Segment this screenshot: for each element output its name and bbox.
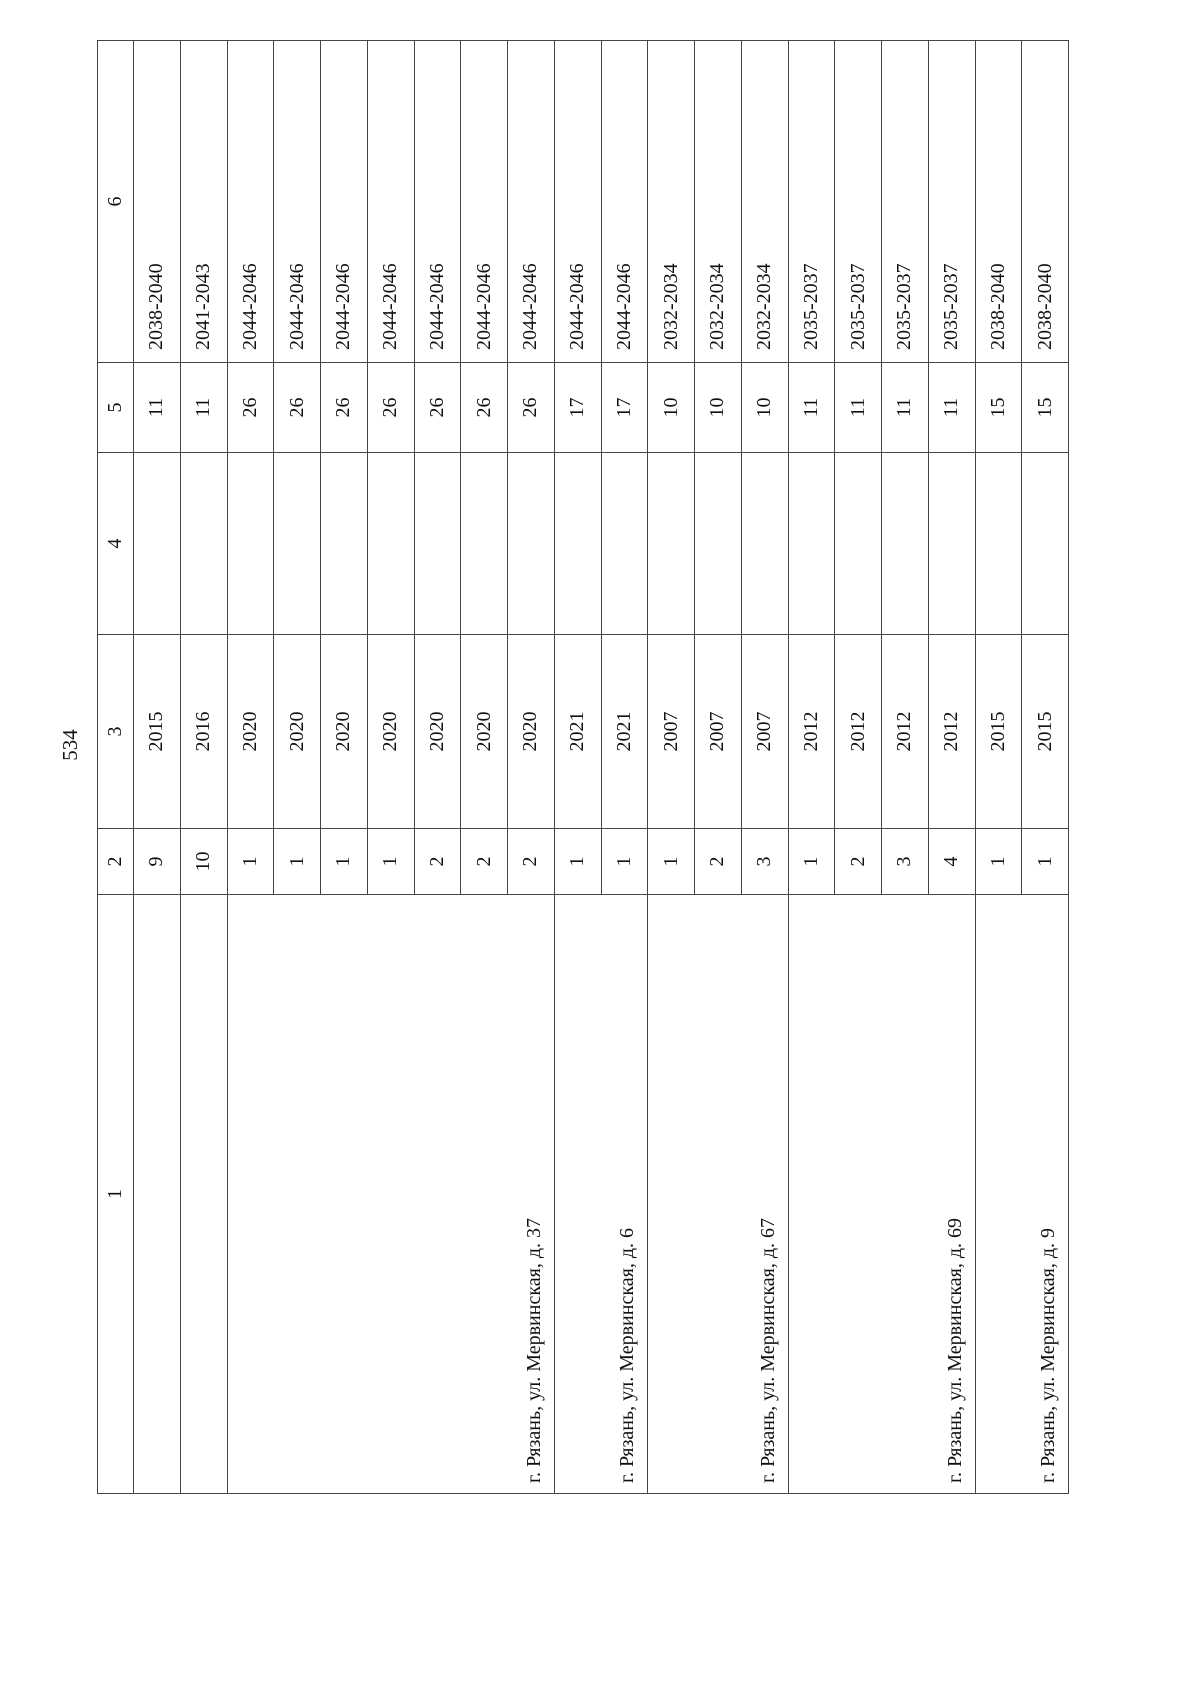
year-cell: 2020 (461, 635, 508, 829)
section-number-cell: 1 (788, 829, 835, 895)
repair-period-cell: 2038-2040 (134, 41, 181, 363)
document-table-frame (97, 41, 1068, 1494)
repair-period-cell: 2044-2046 (321, 41, 368, 363)
section-number-cell: 1 (274, 829, 321, 895)
header-cell-4: 4 (98, 453, 134, 635)
repair-period-cell: 2044-2046 (227, 41, 274, 363)
year-cell: 2007 (695, 635, 742, 829)
column-4-cell (414, 453, 461, 635)
repair-period-cell: 2044-2046 (508, 41, 555, 363)
repair-period-cell: 2035-2037 (835, 41, 882, 363)
column-4-cell (134, 453, 181, 635)
section-number-cell: 2 (508, 829, 555, 895)
repair-period-cell: 2032-2034 (695, 41, 742, 363)
header-cell-3: 3 (98, 635, 134, 829)
column-4-cell (321, 453, 368, 635)
repair-period-cell: 2044-2046 (367, 41, 414, 363)
column-4-cell (508, 453, 555, 635)
header-cell-2: 2 (98, 829, 134, 895)
column-4-cell (882, 453, 929, 635)
column-5-cell: 17 (601, 363, 648, 453)
repair-period-cell: 2035-2037 (882, 41, 929, 363)
column-5-cell: 26 (274, 363, 321, 453)
column-4-cell (788, 453, 835, 635)
header-row (98, 41, 134, 1494)
registry-table (97, 40, 1069, 1494)
repair-period-cell: 2035-2037 (788, 41, 835, 363)
repair-period-cell: 2041-2043 (180, 41, 227, 363)
column-5-cell: 10 (648, 363, 695, 453)
column-4-cell (180, 453, 227, 635)
section-number-cell: 1 (648, 829, 695, 895)
section-number-cell: 2 (695, 829, 742, 895)
table-row (975, 41, 1022, 1494)
column-5-cell: 15 (975, 363, 1022, 453)
address-cell: г. Рязань, ул. Мервинская, д. 69 (788, 895, 975, 1494)
column-4-cell (975, 453, 1022, 635)
year-cell: 2020 (321, 635, 368, 829)
year-cell: 2012 (928, 635, 975, 829)
column-5-cell: 26 (508, 363, 555, 453)
column-5-cell: 10 (695, 363, 742, 453)
repair-period-cell: 2035-2037 (928, 41, 975, 363)
table-row (554, 41, 601, 1494)
column-4-cell (601, 453, 648, 635)
repair-period-cell: 2032-2034 (741, 41, 788, 363)
table-body (98, 41, 1069, 1494)
column-4-cell (695, 453, 742, 635)
year-cell: 2015 (975, 635, 1022, 829)
repair-period-cell: 2044-2046 (274, 41, 321, 363)
section-number-cell: 9 (134, 829, 181, 895)
year-cell: 2020 (367, 635, 414, 829)
year-cell: 2007 (648, 635, 695, 829)
year-cell: 2020 (274, 635, 321, 829)
column-5-cell: 11 (835, 363, 882, 453)
column-5-cell: 26 (367, 363, 414, 453)
section-number-cell: 1 (554, 829, 601, 895)
column-4-cell (835, 453, 882, 635)
table-row (788, 41, 835, 1494)
address-cell (180, 895, 227, 1494)
year-cell: 2012 (788, 635, 835, 829)
column-5-cell: 26 (321, 363, 368, 453)
section-number-cell: 10 (180, 829, 227, 895)
section-number-cell: 2 (835, 829, 882, 895)
column-5-cell: 26 (461, 363, 508, 453)
repair-period-cell: 2038-2040 (1022, 41, 1069, 363)
address-cell: г. Рязань, ул. Мервинская, д. 6 (554, 895, 648, 1494)
repair-period-cell: 2044-2046 (601, 41, 648, 363)
column-4-cell (928, 453, 975, 635)
column-4-cell (227, 453, 274, 635)
year-cell: 2015 (1022, 635, 1069, 829)
table-row (227, 41, 274, 1494)
address-cell: г. Рязань, ул. Мервинская, д. 37 (227, 895, 554, 1494)
year-cell: 2020 (227, 635, 274, 829)
section-number-cell: 2 (414, 829, 461, 895)
header-cell-5: 5 (98, 363, 134, 453)
year-cell: 2020 (414, 635, 461, 829)
address-cell: г. Рязань, ул. Мервинская, д. 67 (648, 895, 788, 1494)
table-row (648, 41, 695, 1494)
column-5-cell: 11 (134, 363, 181, 453)
column-5-cell: 26 (227, 363, 274, 453)
column-5-cell: 11 (788, 363, 835, 453)
year-cell: 2012 (882, 635, 929, 829)
table-row (134, 41, 181, 1494)
year-cell: 2021 (554, 635, 601, 829)
column-4-cell (741, 453, 788, 635)
section-number-cell: 3 (741, 829, 788, 895)
section-number-cell: 3 (882, 829, 929, 895)
page-number: 534 (58, 729, 82, 761)
section-number-cell: 1 (601, 829, 648, 895)
year-cell: 2012 (835, 635, 882, 829)
section-number-cell: 1 (321, 829, 368, 895)
repair-period-cell: 2032-2034 (648, 41, 695, 363)
year-cell: 2016 (180, 635, 227, 829)
year-cell: 2020 (508, 635, 555, 829)
column-5-cell: 10 (741, 363, 788, 453)
address-cell (134, 895, 181, 1494)
section-number-cell: 1 (367, 829, 414, 895)
year-cell: 2007 (741, 635, 788, 829)
column-4-cell (461, 453, 508, 635)
column-4-cell (648, 453, 695, 635)
section-number-cell: 4 (928, 829, 975, 895)
repair-period-cell: 2044-2046 (461, 41, 508, 363)
column-4-cell (367, 453, 414, 635)
column-4-cell (554, 453, 601, 635)
section-number-cell: 1 (227, 829, 274, 895)
section-number-cell: 2 (461, 829, 508, 895)
column-5-cell: 15 (1022, 363, 1069, 453)
section-number-cell: 1 (1022, 829, 1069, 895)
repair-period-cell: 2044-2046 (414, 41, 461, 363)
repair-period-cell: 2038-2040 (975, 41, 1022, 363)
repair-period-cell: 2044-2046 (554, 41, 601, 363)
column-5-cell: 11 (928, 363, 975, 453)
section-number-cell: 1 (975, 829, 1022, 895)
header-cell-1: 1 (98, 895, 134, 1494)
table-row (180, 41, 227, 1494)
column-5-cell: 17 (554, 363, 601, 453)
year-cell: 2021 (601, 635, 648, 829)
column-5-cell: 26 (414, 363, 461, 453)
column-4-cell (1022, 453, 1069, 635)
column-5-cell: 11 (180, 363, 227, 453)
column-4-cell (274, 453, 321, 635)
address-cell: г. Рязань, ул. Мервинская, д. 9 (975, 895, 1069, 1494)
header-cell-6: 6 (98, 41, 134, 363)
year-cell: 2015 (134, 635, 181, 829)
column-5-cell: 11 (882, 363, 929, 453)
